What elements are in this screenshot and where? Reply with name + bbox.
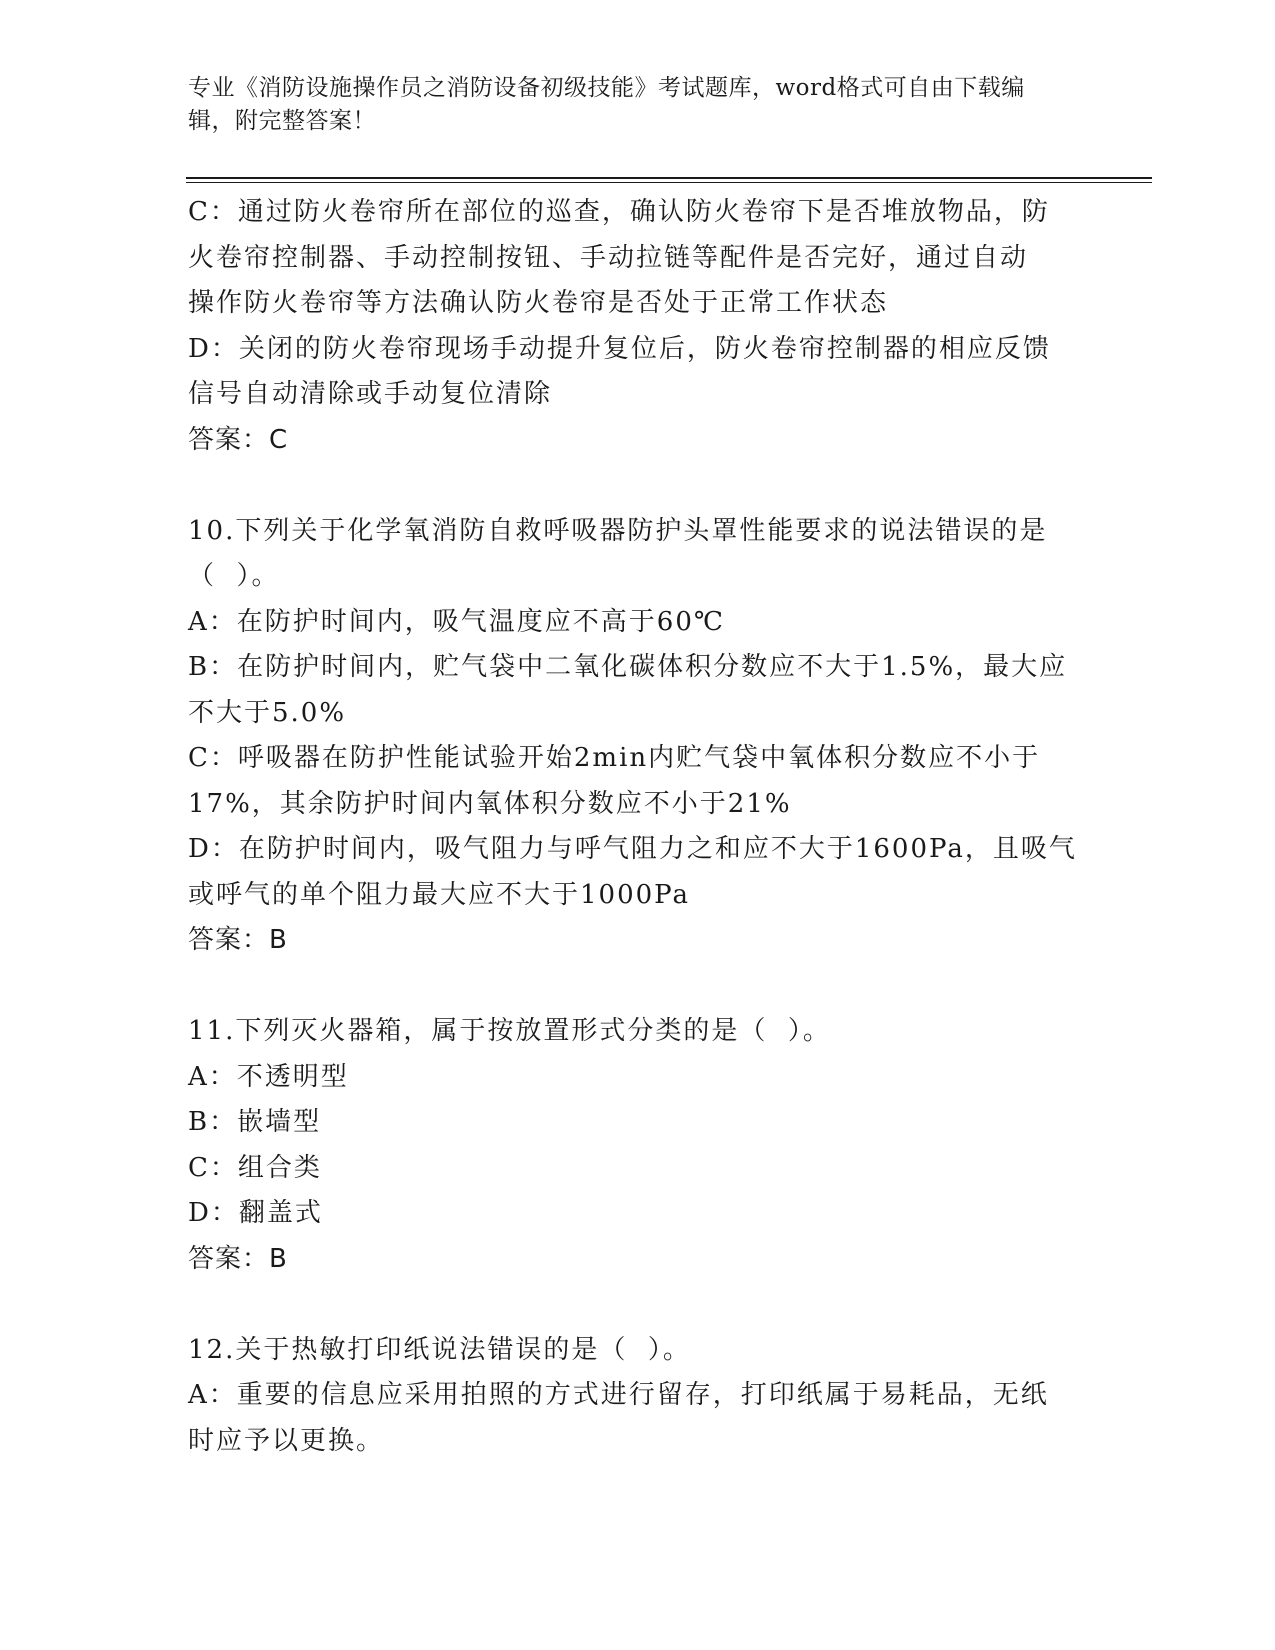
spacer: [188, 964, 1088, 1010]
answer-label: 答案：B: [188, 925, 288, 955]
option-c: C：组合类: [188, 1152, 322, 1183]
spacer: [188, 463, 1088, 509]
option-b-line-1: B：在防护时间内，贮气袋中二氧化碳体积分数应不大于1.5%，最大应: [188, 652, 1068, 682]
option-a-line-1: A：重要的信息应采用拍照的方式进行留存，打印纸属于易耗品，无纸: [188, 1380, 1049, 1410]
question-10: [188, 509, 1088, 964]
option-b: B：嵌墙型: [188, 1107, 322, 1137]
header-line-2: 辑，附完整答案！: [188, 108, 376, 134]
option-d-line-2: 信号自动清除或手动复位清除: [188, 379, 553, 409]
option-c-line-3: 操作防火卷帘等方法确认防火卷帘是否处于正常工作状态: [188, 288, 889, 318]
header-divider-thick: [186, 177, 1152, 179]
question-stem: 12.关于热敏打印纸说法错误的是（ ）。: [188, 1334, 691, 1365]
answer-label: 答案：C: [188, 424, 289, 455]
spacer: [188, 1282, 1088, 1328]
option-c-line-2: 17%，其余防护时间内氧体积分数应不小于21%: [188, 788, 792, 819]
option-b-line-2: 不大于5.0%: [188, 697, 347, 728]
option-a: A：不透明型: [188, 1061, 349, 1092]
prev-question: [188, 190, 1088, 463]
option-d: D：翻盖式: [188, 1198, 323, 1228]
option-a: A：在防护时间内，吸气温度应不高于60℃: [188, 606, 725, 637]
option-d-line-1: D：在防护时间内，吸气阻力与呼气阻力之和应不大于1600Pa，且吸气: [188, 834, 1077, 864]
header-line-1: 专业《消防设施操作员之消防设备初级技能》考试题库，word格式可自由下载编: [188, 75, 1025, 101]
header-divider-thin: [186, 182, 1152, 183]
answer-label: 答案：B: [188, 1243, 288, 1274]
question-12: [188, 1328, 1088, 1465]
option-c-line-1: C：呼吸器在防护性能试验开始2min内贮气袋中氧体积分数应不小于: [188, 743, 1041, 773]
option-c-line-2: 火卷帘控制器、手动控制按钮、手动拉链等配件是否完好，通过自动: [188, 242, 1029, 273]
document-header: [188, 72, 1088, 138]
option-d-line-1: D：关闭的防火卷帘现场手动提升复位后，防火卷帘控制器的相应反馈: [188, 333, 1051, 364]
question-stem-line-2: （ ）。: [188, 561, 280, 591]
question-11: [188, 1009, 1088, 1282]
option-a-line-2: 时应予以更换。: [188, 1425, 385, 1456]
question-stem: 11.下列灭火器箱，属于按放置形式分类的是（ ）。: [188, 1016, 831, 1046]
option-c-line-1: C：通过防火卷帘所在部位的巡查，确认防火卷帘下是否堆放物品，防: [188, 197, 1050, 227]
document-body: [188, 190, 1088, 1464]
option-d-line-2: 或呼气的单个阻力最大应不大于1000Pa: [188, 879, 690, 910]
question-stem-line-1: 10.下列关于化学氧消防自救呼吸器防护头罩性能要求的说法错误的是: [188, 515, 1048, 546]
